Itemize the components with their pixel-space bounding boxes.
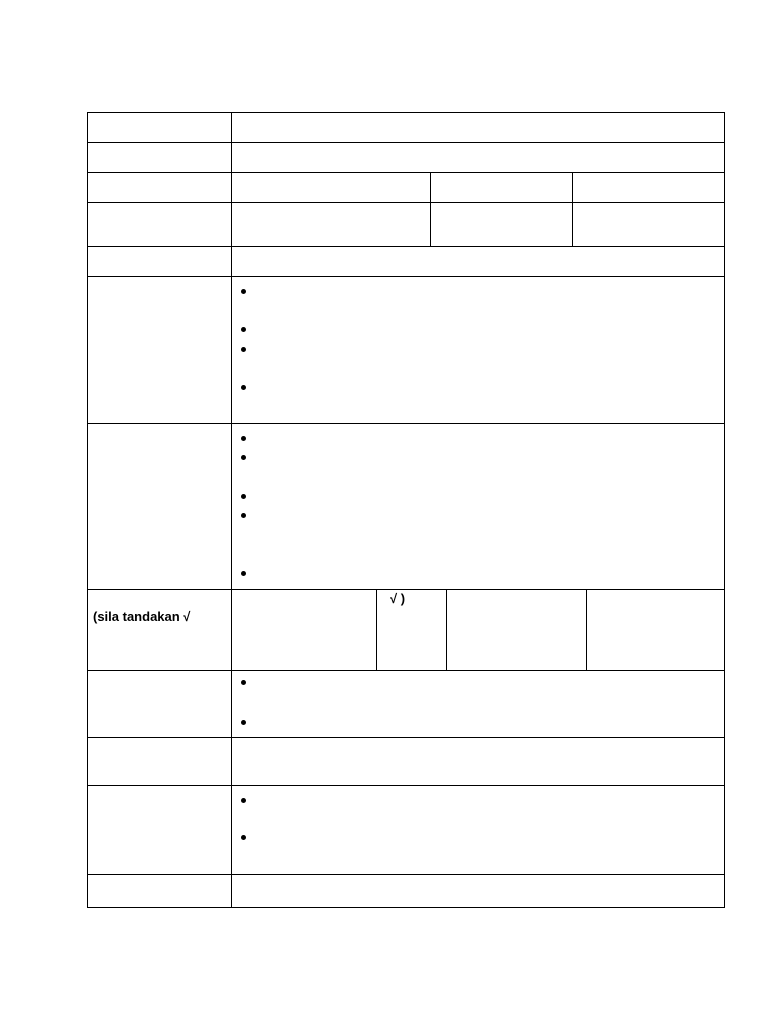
row-divider	[88, 874, 724, 875]
row-divider	[88, 246, 724, 247]
bullet-point	[241, 835, 246, 840]
bullet-point	[241, 680, 246, 685]
bullet-point	[241, 347, 246, 352]
row-divider	[88, 202, 724, 203]
row-divider	[88, 589, 724, 590]
bullet-point	[241, 571, 246, 576]
bullet-point	[241, 385, 246, 390]
row-divider	[88, 172, 724, 173]
checkmark-column-header: √ )	[390, 591, 406, 606]
bullet-point	[241, 289, 246, 294]
bullet-point	[241, 327, 246, 332]
cell-divider	[430, 172, 431, 246]
bullet-point	[241, 436, 246, 441]
form-table	[87, 112, 725, 908]
checklist-instruction: (sila tandakan √	[93, 609, 191, 624]
bullet-point	[241, 798, 246, 803]
bullet-point	[241, 513, 246, 518]
row-divider	[88, 423, 724, 424]
row-divider	[88, 785, 724, 786]
row-divider	[88, 276, 724, 277]
row-divider	[88, 737, 724, 738]
bullet-point	[241, 455, 246, 460]
cell-divider	[586, 589, 587, 670]
cell-divider	[572, 172, 573, 246]
cell-divider	[446, 589, 447, 670]
row-divider	[88, 670, 724, 671]
bullet-point	[241, 494, 246, 499]
cell-divider	[376, 589, 377, 670]
bullet-point	[241, 720, 246, 725]
row-divider	[88, 142, 724, 143]
label-column-divider	[231, 113, 232, 907]
